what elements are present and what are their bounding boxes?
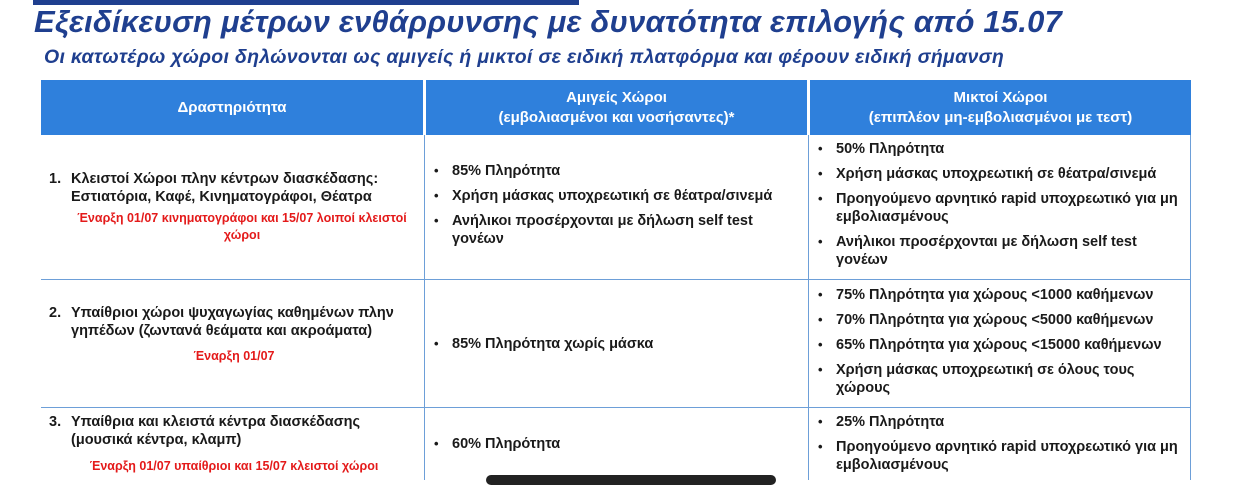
table-row-2-pure (430, 335, 802, 353)
table-row-3-pure (430, 435, 802, 453)
activity-label: Υπαίθριοι χώροι ψυχαγωγίας καθημένων πλην γηπέδων (ζωντανά θεάματα και ακροάματα) (71, 305, 394, 339)
activity-label: Υπαίθρια και κλειστά κέντρα διασκέδασης (μουσικά κέντρα, κλαμπ) (71, 414, 361, 448)
start-date-note: Έναρξη 01/07 υπαίθριοι και 15/07 κλειστοί χώροι (89, 459, 379, 473)
table-row-1-pure (430, 162, 802, 248)
header-mixed-spaces (810, 80, 1191, 135)
row-divider (41, 279, 1191, 280)
table-row-3-mixed (814, 413, 1186, 474)
header-activity-title: Δραστηριότητα (177, 98, 287, 116)
list-item: • Χρήση μάσκας υποχρεωτική σε θέατρα/σινεμά (430, 187, 802, 205)
table-row-1-mixed (814, 140, 1186, 269)
list-item: • 70% Πληρότητα για χώρους <5000 καθήμενων (814, 311, 1186, 329)
start-date-note: Έναρξη 01/07 (193, 349, 275, 363)
list-item: • Προηγούμενο αρνητικό rapid υποχρεωτικό για μη εμβολιασμένους (814, 438, 1186, 474)
list-item: • 60% Πληρότητα (430, 435, 802, 453)
slide-overlay-bar (486, 475, 776, 485)
activity-label: Κλειστοί Χώροι πλην κέντρων διασκέδασης: Εστιατόρια, Καφέ, Κινηματογράφοι, Θέατρα (71, 171, 379, 205)
row-divider (41, 407, 1191, 408)
row-number: 1. (49, 171, 62, 187)
list-item: • Ανήλικοι προσέρχονται με δήλωση self test γονέων (814, 233, 1186, 269)
list-item: • Προηγούμενο αρνητικό rapid υποχρεωτικό για μη εμβολιασμένους (814, 190, 1186, 226)
page-title: Εξειδίκευση μέτρων ενθάρρυνσης με δυνατότητα επιλογής από 15.07 (34, 4, 1063, 39)
list-item: • 65% Πληρότητα για χώρους <15000 καθήμενων (814, 336, 1186, 354)
list-item: • Ανήλικοι προσέρχονται με δήλωση self test γονέων (430, 212, 802, 248)
column-divider (1190, 135, 1191, 480)
row-number: 3. (49, 414, 62, 430)
page-subtitle: Οι κατωτέρω χώροι δηλώνονται ως αμιγείς ή μικτοί σε ειδική πλατφόρμα και φέρουν ειδική σήμανση (44, 46, 1005, 68)
start-date-note: Έναρξη 01/07 κινηματογράφοι και 15/07 λοιποί κλειστοί χώροι (77, 211, 407, 242)
table-row-2-mixed (814, 286, 1186, 397)
list-item: • Χρήση μάσκας υποχρεωτική σε θέατρα/σινεμά (814, 165, 1186, 183)
header-mixed-title: Μικτοί Χώροι (953, 88, 1048, 106)
list-item: • 25% Πληρότητα (814, 413, 1186, 431)
header-pure-title: Αμιγείς Χώροι (566, 88, 667, 106)
column-divider (424, 135, 425, 480)
table-row-3-activity (49, 413, 419, 475)
list-item: • Χρήση μάσκας υποχρεωτική σε όλους τους χώρους (814, 361, 1186, 397)
table-row-1-activity (49, 170, 415, 244)
list-item: • 85% Πληρότητα (430, 162, 802, 180)
table-row-2-activity (49, 304, 399, 365)
row-number: 2. (49, 305, 62, 321)
header-activity (41, 80, 423, 135)
measures-table (41, 80, 1191, 480)
list-item: • 75% Πληρότητα για χώρους <1000 καθήμενων (814, 286, 1186, 304)
list-item: • 85% Πληρότητα χωρίς μάσκα (430, 335, 802, 353)
header-pure-spaces (426, 80, 807, 135)
column-divider (808, 135, 809, 480)
list-item: • 50% Πληρότητα (814, 140, 1186, 158)
header-pure-note: (εμβολιασμένοι και νοσήσαντες)* (498, 108, 735, 126)
header-mixed-note: (επιπλέον μη-εμβολιασμένοι με τεστ) (868, 108, 1133, 126)
